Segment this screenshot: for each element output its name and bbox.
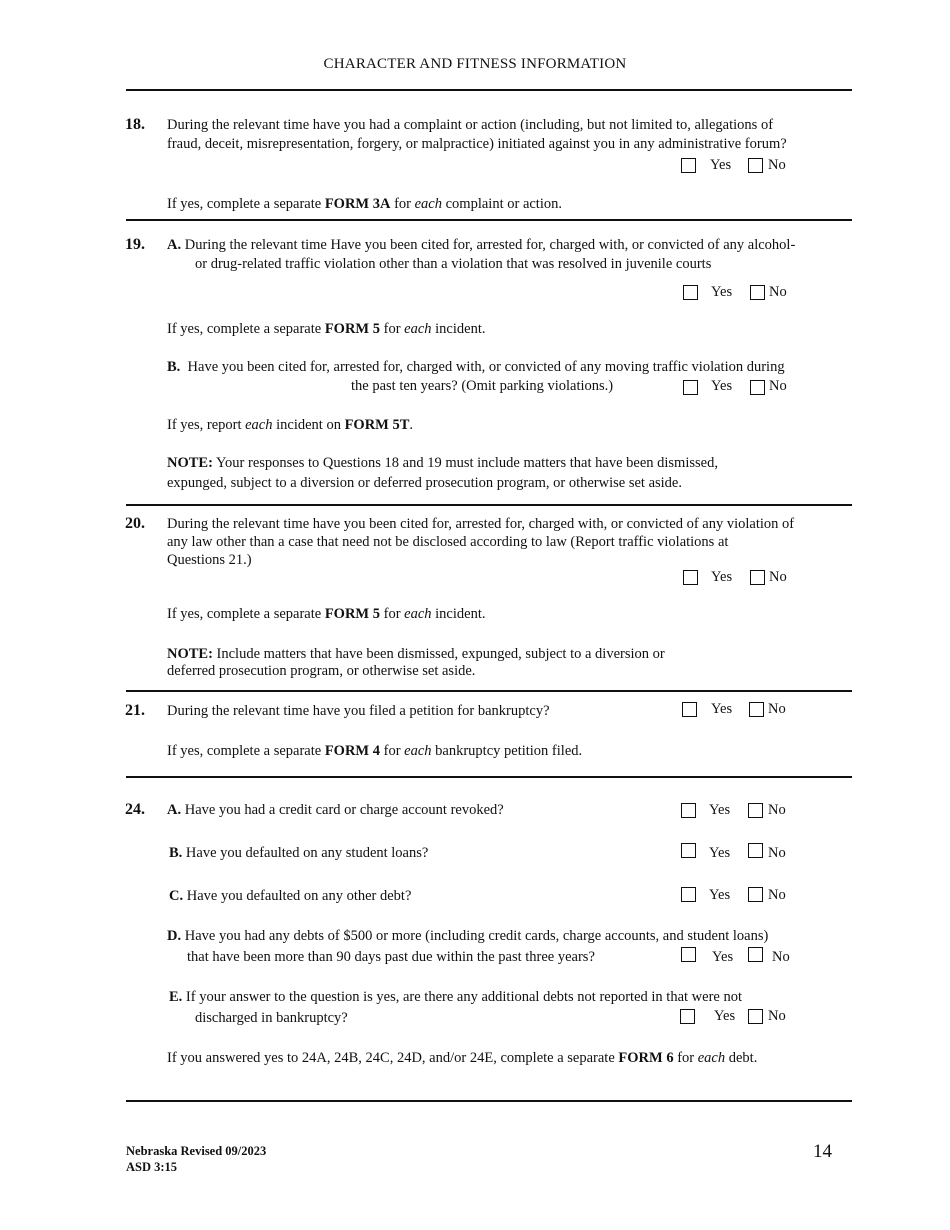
q24e-no-checkbox[interactable] — [748, 1009, 763, 1024]
q24b-yes-checkbox[interactable] — [681, 843, 696, 858]
q19a-yes-checkbox[interactable] — [683, 285, 698, 300]
q20-note-line1: NOTE: Include matters that have been dismissed, expunged, subject to a diversion or — [167, 646, 665, 662]
q24d-yes-checkbox[interactable] — [681, 947, 696, 962]
footer-code: ASD 3:15 — [126, 1160, 178, 1174]
q19a-no-checkbox[interactable] — [750, 285, 765, 300]
divider — [126, 504, 852, 506]
divider — [126, 219, 852, 221]
question-19b-line1: B. Have you been cited for, arrested for, charged with, or convicted of any moving traffic violation during — [167, 359, 785, 375]
question-20-line3: Questions 21.) — [167, 552, 252, 568]
footer-revision: Nebraska Revised 09/2023 — [126, 1144, 267, 1158]
divider — [126, 1100, 852, 1102]
question-18-text-line1: During the relevant time have you had a complaint or action (including, but not limited to, allegations of — [167, 117, 774, 133]
question-24d-line2: that have been more than 90 days past due within the past three years? — [187, 949, 595, 965]
question-24e-line2: discharged in bankruptcy? — [195, 1010, 348, 1026]
q19-note-line1: NOTE: Your responses to Questions 18 and 19 must include matters that have been dismissed, — [167, 455, 718, 471]
q19-note-line2: expunged, subject to a diversion or deferred prosecution program, or otherwise set aside. — [167, 475, 682, 491]
question-24a-text: A. Have you had a credit card or charge account revoked? — [167, 802, 504, 818]
question-18-number: 18. — [125, 116, 145, 133]
q24c-no-checkbox[interactable] — [748, 887, 763, 902]
q20-no-checkbox[interactable] — [750, 570, 765, 585]
q24b-no-checkbox[interactable] — [748, 843, 763, 858]
q18-yes-label: Yes — [710, 157, 732, 173]
q20-yes-checkbox[interactable] — [683, 570, 698, 585]
question-19a-line2: or drug-related traffic violation other than a violation that was resolved in juvenile courts — [195, 256, 712, 272]
question-24d-line1: D. Have you had any debts of $500 or more (including credit cards, charge accounts, and student loans) — [167, 928, 769, 944]
page-header-title: CHARACTER AND FITNESS INFORMATION — [323, 56, 627, 72]
q21-instruction: If yes, complete a separate FORM 4 for each bankruptcy petition filed. — [167, 743, 583, 759]
question-19b-line2: the past ten years? (Omit parking violations.) — [351, 378, 614, 394]
q18-yes-checkbox[interactable] — [681, 158, 696, 173]
divider — [126, 89, 852, 91]
q21-yes-label: Yes — [711, 701, 733, 717]
question-19-number: 19. — [125, 236, 145, 253]
divider — [126, 690, 852, 692]
q24e-yes-label: Yes — [714, 1008, 736, 1024]
question-18-text-line2: fraud, deceit, misrepresentation, forgery, or malpractice) initiated against you in any administrative forum? — [167, 136, 787, 152]
q21-no-checkbox[interactable] — [749, 702, 764, 717]
q24a-no-checkbox[interactable] — [748, 803, 763, 818]
q18-instruction: If yes, complete a separate FORM 3A for each complaint or action. — [167, 196, 562, 212]
q24d-yes-label: Yes — [712, 949, 734, 965]
q24a-no-label: No — [768, 802, 786, 818]
q21-yes-checkbox[interactable] — [682, 702, 697, 717]
q20-note-line2: deferred prosecution program, or otherwise set aside. — [167, 663, 476, 679]
q19b-yes-label: Yes — [711, 378, 733, 394]
q24a-yes-checkbox[interactable] — [681, 803, 696, 818]
question-24e-line1: E. If your answer to the question is yes, are there any additional debts not reported in that were not — [169, 989, 742, 1005]
q24-instruction: If you answered yes to 24A, 24B, 24C, 24D, and/or 24E, complete a separate FORM 6 for each debt. — [167, 1050, 758, 1066]
q24b-no-label: No — [768, 845, 786, 861]
q24b-yes-label: Yes — [709, 845, 731, 861]
q24c-no-label: No — [768, 887, 786, 903]
question-20-line1: During the relevant time have you been cited for, arrested for, charged with, or convicted of any violation of — [167, 516, 795, 532]
q19b-no-label: No — [769, 378, 787, 394]
q18-no-label: No — [768, 157, 786, 173]
q24d-no-label: No — [772, 949, 790, 965]
question-21-number: 21. — [125, 702, 145, 719]
question-20-number: 20. — [125, 515, 145, 532]
q18-no-checkbox[interactable] — [748, 158, 763, 173]
q24c-yes-checkbox[interactable] — [681, 887, 696, 902]
q20-instruction: If yes, complete a separate FORM 5 for each incident. — [167, 606, 486, 622]
q19a-no-label: No — [769, 284, 787, 300]
q24e-yes-checkbox[interactable] — [680, 1009, 695, 1024]
q24d-no-checkbox[interactable] — [748, 947, 763, 962]
page-number: 14 — [813, 1141, 832, 1162]
q20-no-label: No — [769, 569, 787, 585]
q19b-yes-checkbox[interactable] — [683, 380, 698, 395]
q21-no-label: No — [768, 701, 786, 717]
question-21-text: During the relevant time have you filed a petition for bankruptcy? — [167, 703, 550, 719]
q24e-no-label: No — [768, 1008, 786, 1024]
question-19a-line1: A. During the relevant time Have you been cited for, arrested for, charged with, or convicted of any alcohol- — [167, 237, 796, 253]
q20-yes-label: Yes — [711, 569, 733, 585]
q24c-yes-label: Yes — [709, 887, 731, 903]
q19b-instruction: If yes, report each incident on FORM 5T. — [167, 417, 414, 433]
q19b-no-checkbox[interactable] — [750, 380, 765, 395]
q19a-instruction: If yes, complete a separate FORM 5 for each incident. — [167, 321, 486, 337]
divider — [126, 776, 852, 778]
q19a-yes-label: Yes — [711, 284, 733, 300]
question-24c-text: C. Have you defaulted on any other debt? — [169, 888, 412, 904]
question-20-line2: any law other than a case that need not be disclosed according to law (Report traffic violations at — [167, 534, 729, 550]
q24a-yes-label: Yes — [709, 802, 731, 818]
question-24b-text: B. Have you defaulted on any student loans? — [169, 845, 429, 861]
question-24-number: 24. — [125, 801, 145, 818]
